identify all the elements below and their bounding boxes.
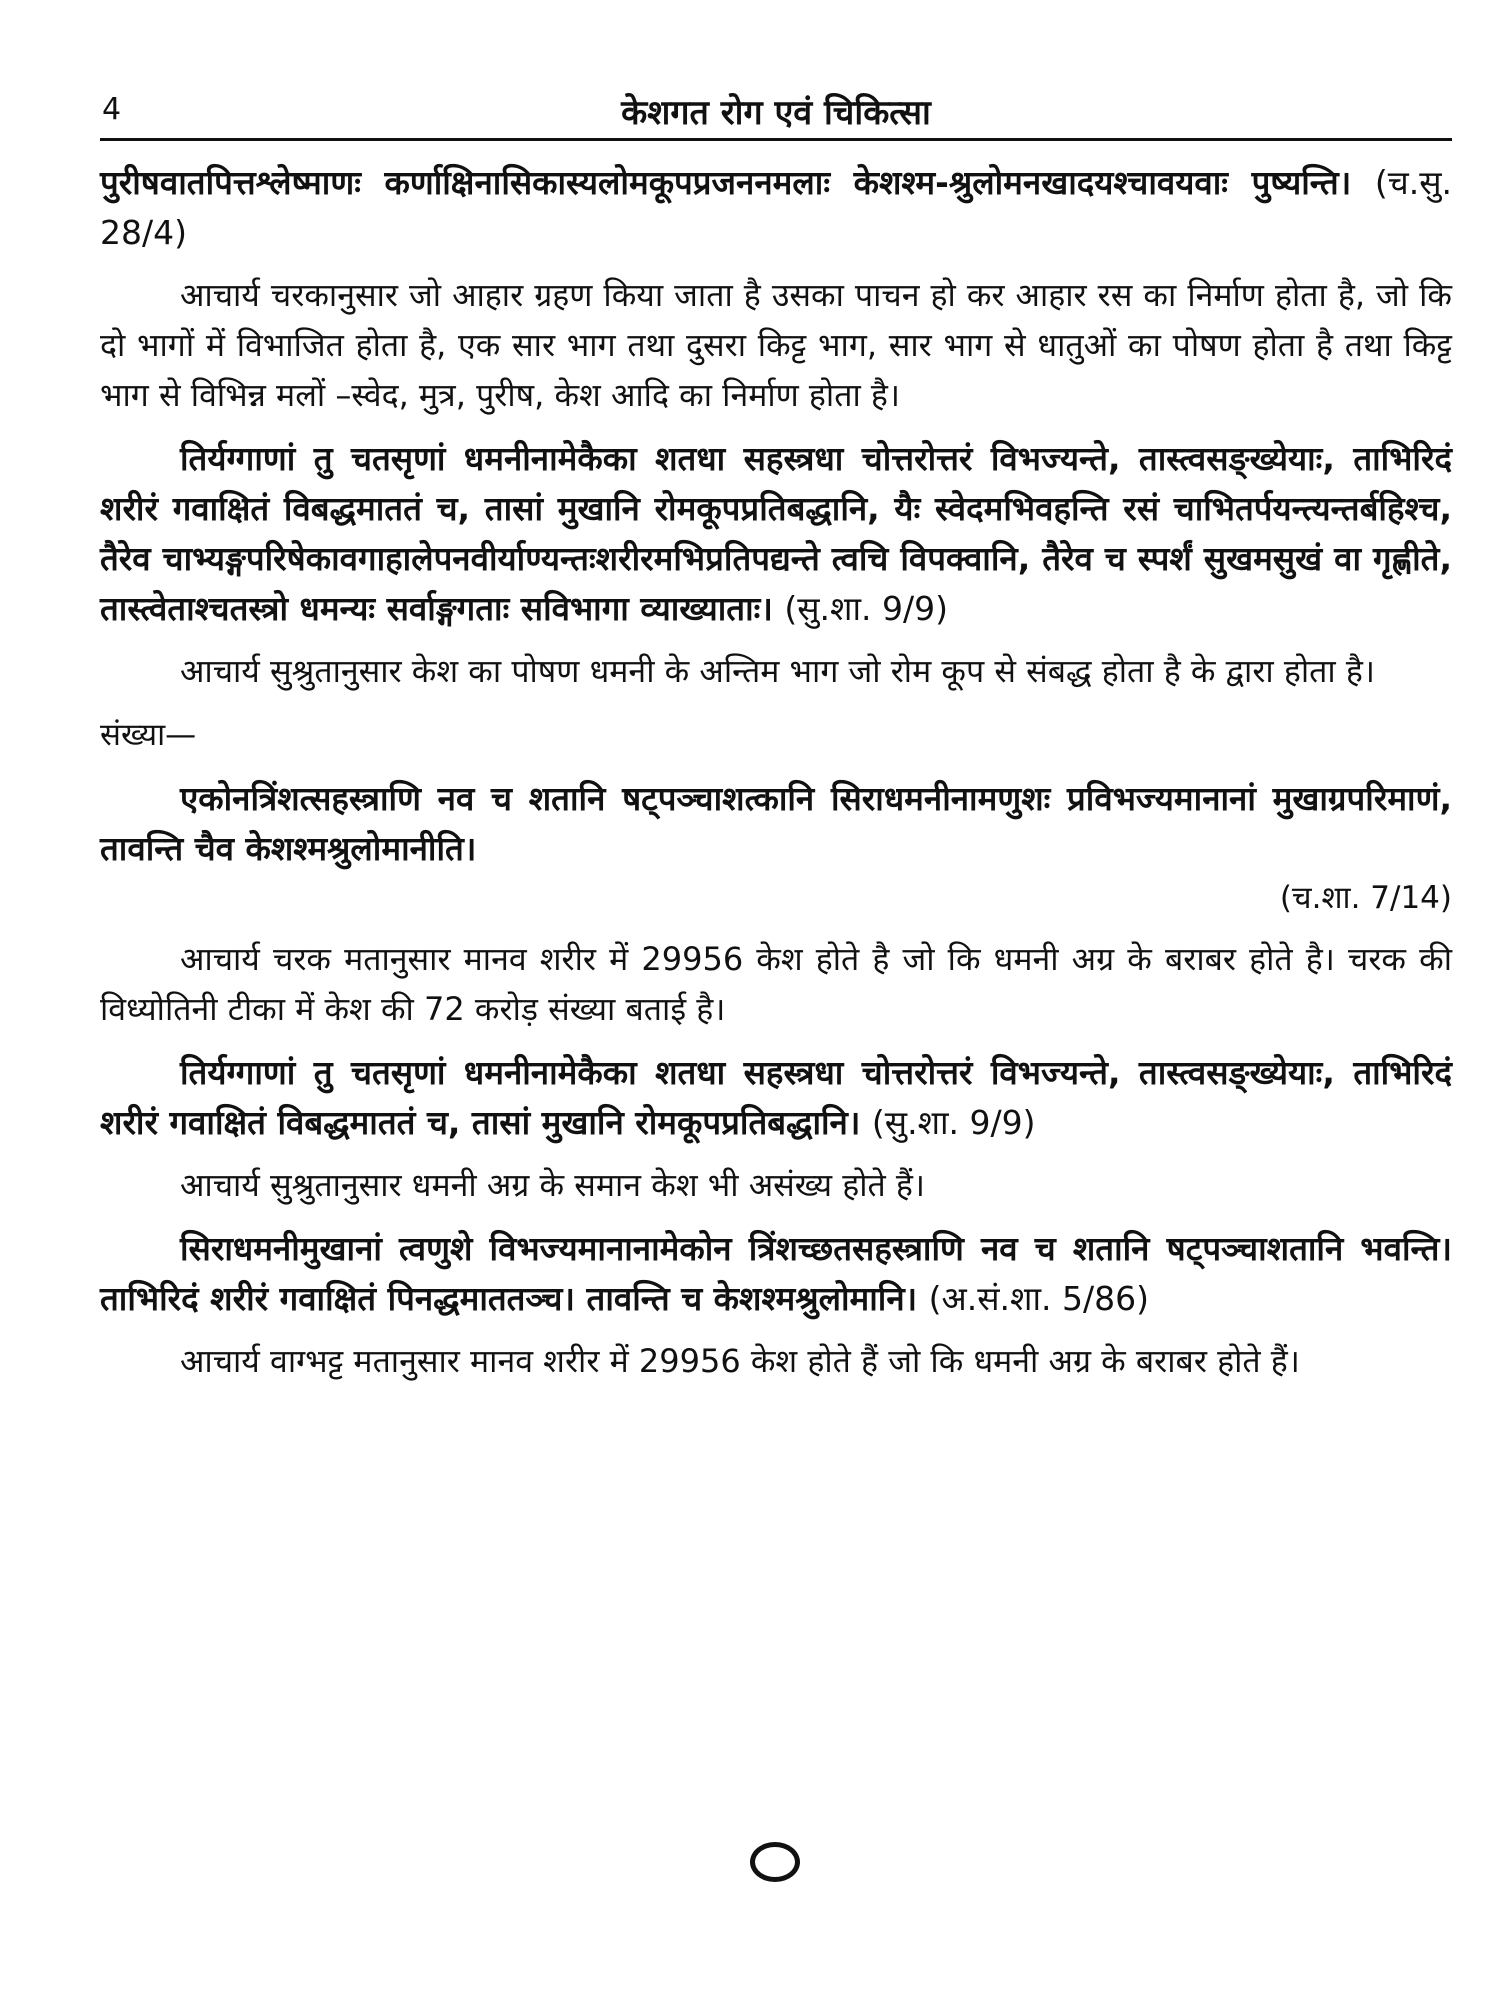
verse-text: तिर्यग्गाणां तु चतसृणां धमनीनामेकैका शतधा सहस्त्रधा चोत्तरोत्तरं विभज्यन्ते, तास्त्वसङ्ख्येयाः, ताभिरिदं शरीरं गवाक्षितं विबद्धमाततं च, तासां मुखानि रोमकूपप्रतिबद्धानि, यैः स्वेदमभिवहन्ति रसं चाभितर्पयन्त्यन्तर्बहिश्च, तैरेव चाभ्यङ्गपरिषेकावगाहालेपनवीर्याण्यन्तःशरीरमभिप्रतिपद्यन्ते त्वचि विपक्वानि, तैरेव च स्पर्शं सुखमसुखं वा गृह्णीते, तास्त्वेताश्चतस्त्रो धमन्यः सर्वाङ्गगताः सविभागा व्याख्याताः। xyxy=(100,439,1452,628)
book-page xyxy=(100,0,1452,2000)
hindi-paragraph: आचार्य चरकानुसार जो आहार ग्रहण किया जाता है उसका पाचन हो कर आहार रस का निर्माण होता है, जो कि दो भागों में विभाजित होता है, एक सार भाग तथा दुसरा किट्ट भाग, सार भाग से धातुओं का पोषण होता है तथा किट्ट भाग से विभिन्न मलों –स्वेद, मुत्र, पुरीष, केश आदि का निर्माण होता है। xyxy=(100,276,1452,414)
header-rule xyxy=(100,138,1452,141)
verse-reference: (सु.शा. 9/9) xyxy=(871,1103,1036,1142)
sanskrit-verse xyxy=(100,1048,1452,1148)
hindi-paragraph: आचार्य चरक मतानुसार मानव शरीर में 29956 केश होते है जो कि धमनी अग्र के बराबर होते है। चरक की विध्योतिनी टीका में केश की 72 करोड़ संख्या बताई है। xyxy=(100,940,1452,1028)
page-body xyxy=(100,158,1452,1400)
sanskrit-verse xyxy=(100,158,1452,258)
hindi-paragraph: आचार्य सुश्रुतानुसार धमनी अग्र के समान केश भी असंख्य होते हैं। xyxy=(180,1166,926,1204)
verse-reference: (च.शा. 7/14) xyxy=(1279,880,1452,916)
verse-text: एकोनत्रिंशत्सहस्त्राणि नव च शतानि षट्पञ्चाशत्कानि सिराधमनीनामणुशः प्रविभज्यमानानां मुखाग्रपरिमाणं, तावन्ति चैव केशश्मश्रुलोमानीति। xyxy=(100,779,1452,868)
page-number: 4 xyxy=(102,92,122,127)
verse-reference: (च.सु. 28/4) xyxy=(100,163,1452,252)
end-mark-icon xyxy=(750,1842,800,1882)
hindi-paragraph: आचार्य वाग्भट्ट मतानुसार मानव शरीर में 29956 केश होते हैं जो कि धमनी अग्र के बराबर होते हैं। xyxy=(180,1342,1300,1380)
running-title: केशगत रोग एवं चिकित्सा xyxy=(621,93,931,133)
verse-text: तिर्यग्गाणां तु चतसृणां धमनीनामेकैका शतधा सहस्त्रधा चोत्तरोत्तरं विभज्यन्ते, तास्त्वसङ्ख्येयाः, ताभिरिदं शरीरं गवाक्षितं विबद्धमाततं च, तासां मुखानि रोमकूपप्रतिबद्धानि। xyxy=(100,1053,1452,1142)
sanskrit-verse xyxy=(100,774,1452,874)
sanskrit-verse xyxy=(100,1224,1452,1324)
verse-reference: (सु.शा. 9/9) xyxy=(784,589,948,628)
sanskrit-verse xyxy=(100,434,1452,634)
page-header xyxy=(100,88,1452,138)
verse-reference: (अ.सं.शा. 5/86) xyxy=(928,1279,1149,1318)
hindi-paragraph: आचार्य सुश्रुतानुसार केश का पोषण धमनी के अन्तिम भाग जो रोम कूप से संबद्ध होता है के द्वारा होता है। xyxy=(180,652,1375,690)
section-subheading: संख्या— xyxy=(100,717,197,753)
verse-text: पुरीषवातपित्तश्लेष्माणः कर्णाक्षिनासिकास्यलोमकूपप्रजननमलाः केशश्म-श्रुलोमनखादयश्चावयवाः पुष्यन्ति। xyxy=(100,163,1352,202)
verse-text: सिराधमनीमुखानां त्वणुशे विभज्यमानानामेकोन त्रिंशच्छतसहस्त्राणि नव च शतानि षट्पञ्चाशतानि भवन्ति। ताभिरिदं शरीरं गवाक्षितं पिनद्धमाततञ्च। तावन्ति च केशश्मश्रुलोमानि। xyxy=(100,1229,1452,1318)
